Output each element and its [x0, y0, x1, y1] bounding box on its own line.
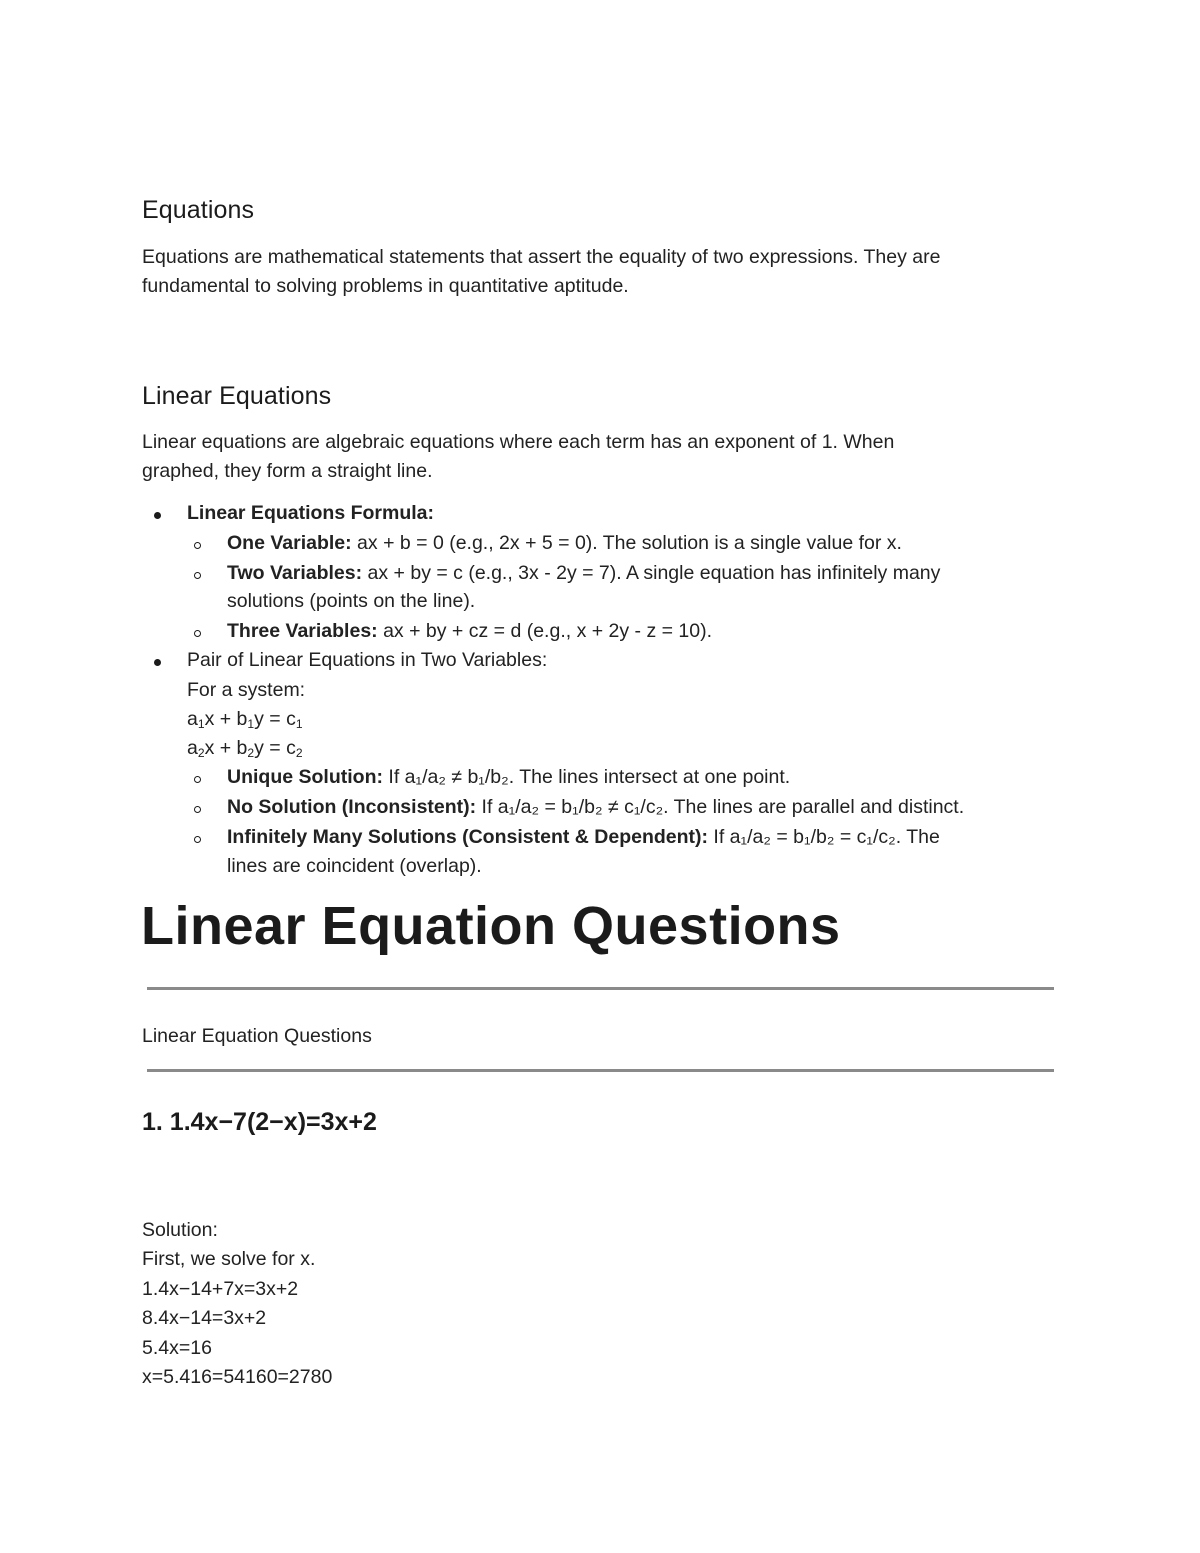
- solution-step: 5.4x=16: [142, 1337, 212, 1359]
- questions-subtitle: Linear Equation Questions: [142, 1025, 372, 1047]
- solution-step: x=5.416=54160=2780: [142, 1366, 333, 1388]
- solution-step: 8.4x−14=3x+2: [142, 1307, 267, 1329]
- horizontal-rule: [147, 1069, 1054, 1072]
- section-heading-linear-equations: Linear Equations: [142, 382, 332, 410]
- infinite-solutions-text: If a₁/a₂ = b₁/b₂ = c₁/c₂. The: [708, 826, 940, 848]
- coef-a: a: [187, 737, 198, 759]
- two-variables-continuation: solutions (points on the line).: [227, 590, 476, 612]
- term: x + b: [204, 708, 248, 730]
- sub-bullet-ring: [194, 776, 201, 783]
- no-solution-label: No Solution (Inconsistent):: [227, 796, 477, 818]
- two-variables-label: Two Variables:: [227, 562, 363, 584]
- subscript: 2: [295, 746, 303, 761]
- list-item-one-variable: [227, 529, 902, 559]
- three-variables-text: ax + by + cz = d (e.g., x + 2y - z = 10).: [377, 620, 713, 642]
- equations-paragraph-line-2: fundamental to solving problems in quantitative aptitude.: [142, 275, 629, 297]
- sub-bullet-ring: [194, 806, 201, 813]
- system-equation-2: [187, 734, 303, 764]
- subscript: 2: [197, 746, 205, 761]
- linear-paragraph-line-2: graphed, they form a straight line.: [142, 460, 433, 482]
- one-variable-text: ax + b = 0 (e.g., 2x + 5 = 0). The solution is a single value for x.: [351, 532, 902, 554]
- unique-solution-label: Unique Solution:: [227, 766, 383, 788]
- list-item-three-variables: [227, 617, 712, 647]
- horizontal-rule: [147, 987, 1054, 990]
- two-variables-text: ax + by = c (e.g., 3x - 2y = 7). A single equation has infinitely many: [362, 562, 941, 584]
- coef-a: a: [187, 708, 198, 730]
- term: x + b: [204, 737, 248, 759]
- subscript: 1: [197, 717, 205, 732]
- bullet-dot: [154, 659, 161, 666]
- pair-list-title: Pair of Linear Equations in Two Variables:: [187, 649, 548, 671]
- formula-list-title: Linear Equations Formula:: [187, 502, 435, 524]
- infinite-solutions-label: Infinitely Many Solutions (Consistent & Dependent):: [227, 826, 709, 848]
- unique-solution-text: If a₁/a₂ ≠ b₁/b₂. The lines intersect at one point.: [382, 766, 791, 788]
- term: y = c: [254, 708, 296, 730]
- questions-big-title: Linear Equation Questions: [141, 896, 841, 956]
- term: y = c: [254, 737, 296, 759]
- subscript: 1: [295, 717, 303, 732]
- subscript: 2: [247, 746, 255, 761]
- system-label: For a system:: [187, 679, 306, 701]
- one-variable-label: One Variable:: [227, 532, 352, 554]
- sub-bullet-ring: [194, 630, 201, 637]
- list-item-two-variables: [227, 559, 940, 589]
- sub-bullet-ring: [194, 572, 201, 579]
- solution-step: First, we solve for x.: [142, 1248, 316, 1270]
- list-item-unique-solution: [227, 763, 790, 793]
- question-1-title: 1. 1.4x−7(2−x)=3x+2: [142, 1108, 377, 1136]
- system-equation-1: [187, 705, 303, 735]
- sub-bullet-ring: [194, 542, 201, 549]
- three-variables-label: Three Variables:: [227, 620, 378, 642]
- no-solution-text: If a₁/a₂ = b₁/b₂ ≠ c₁/c₂. The lines are parallel and distinct.: [476, 796, 965, 818]
- equations-paragraph-line-1: Equations are mathematical statements that assert the equality of two expressions. They are: [142, 246, 941, 268]
- list-item-no-solution: [227, 793, 964, 823]
- subscript: 1: [247, 717, 255, 732]
- section-heading-equations: Equations: [142, 196, 255, 224]
- sub-bullet-ring: [194, 836, 201, 843]
- linear-paragraph-line-1: Linear equations are algebraic equations where each term has an exponent of 1. When: [142, 431, 895, 453]
- infinite-solutions-continuation: lines are coincident (overlap).: [227, 855, 482, 877]
- bullet-dot: [154, 512, 161, 519]
- solution-label: Solution:: [142, 1219, 218, 1241]
- solution-step: 1.4x−14+7x=3x+2: [142, 1278, 299, 1300]
- list-item-infinite-solutions: [227, 823, 940, 853]
